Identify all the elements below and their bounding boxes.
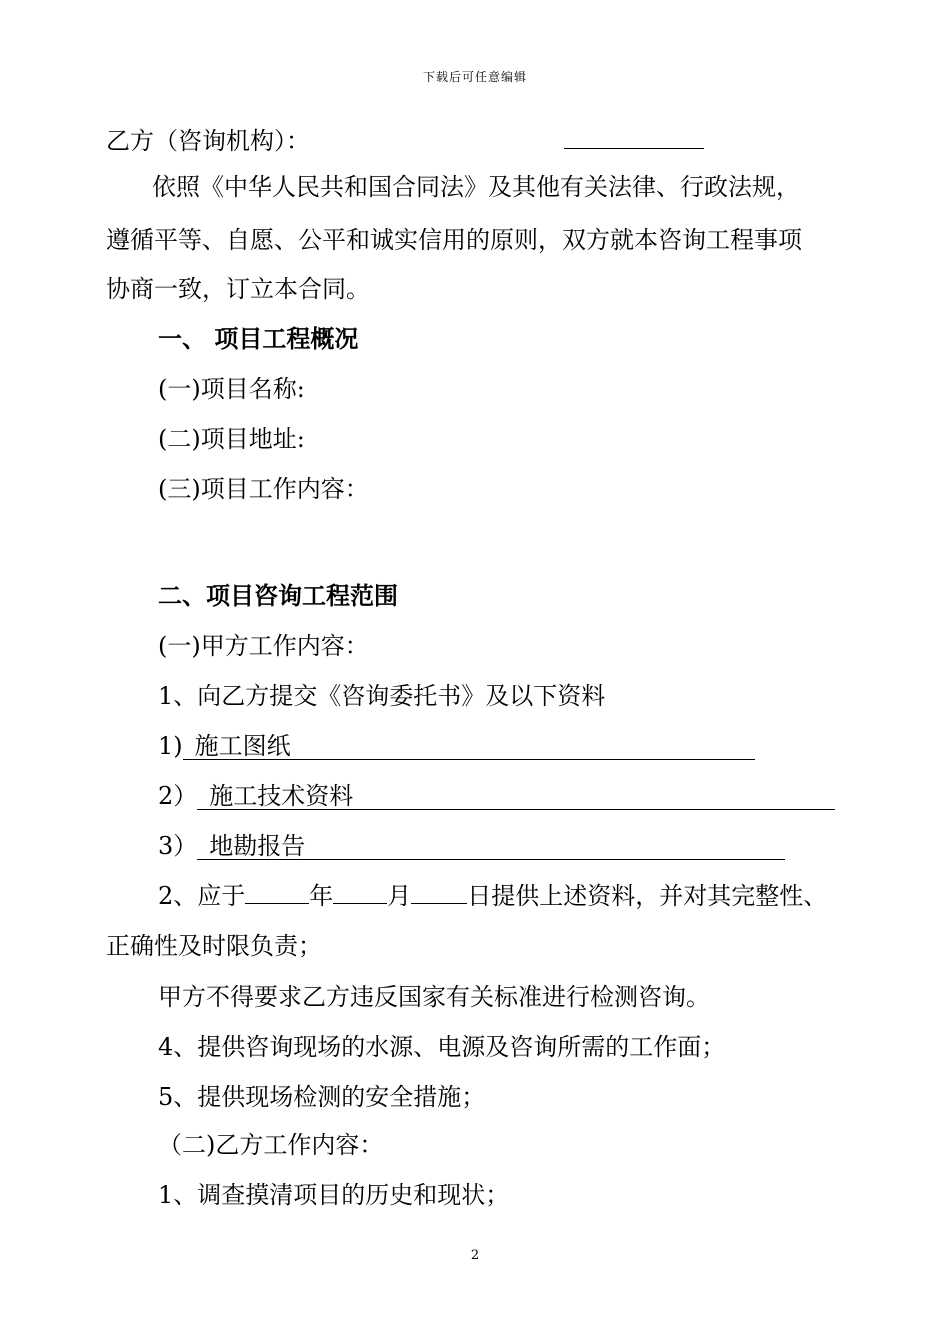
party-a-item-1: 1、向乙方提交《咨询委托书》及以下资料 <box>158 682 606 710</box>
intro-line-3: 协商一致，订立本合同。 <box>106 275 370 303</box>
project-address-label: (二)项目地址: <box>158 425 305 453</box>
intro-line-1: 依照《中华人民共和国合同法》及其他有关法律、行政法规， <box>152 173 800 201</box>
party-a-item-2-cont: 正确性及时限负责； <box>106 932 322 960</box>
doc-item-3 <box>158 831 785 861</box>
doc-item-2-text: 施工技术资料 <box>197 783 835 810</box>
year-label: 年 <box>309 882 334 910</box>
project-content-label: (三)项目工作内容： <box>158 475 369 503</box>
doc-item-2 <box>158 781 835 811</box>
month-blank <box>333 881 387 904</box>
party-b-item-1: 1、调查摸清项目的历史和现状； <box>158 1181 510 1209</box>
section-2-title: 二、项目咨询工程范围 <box>158 581 398 610</box>
party-a-work-title: (一)甲方工作内容： <box>158 632 369 660</box>
party-a-item-2 <box>158 881 827 911</box>
doc-item-3-text: 地勘报告 <box>197 833 785 860</box>
party-b-work-title: （二)乙方工作内容： <box>158 1131 384 1159</box>
page-number: 2 <box>470 1248 480 1263</box>
project-name-label: (一)项目名称: <box>158 375 305 403</box>
day-blank <box>411 881 467 904</box>
day-label: 日提供上述资料，并对其完整性、 <box>467 882 828 910</box>
party-b-label: 乙方（咨询机构）： <box>106 127 310 155</box>
party-b-blank <box>564 126 704 156</box>
doc-item-3-number: 3） <box>158 832 198 860</box>
doc-item-1-text: 施工图纸 <box>183 733 755 760</box>
header-note: 下载后可任意编辑 <box>422 70 527 84</box>
party-a-item-5: 5、提供现场检测的安全措施； <box>158 1083 486 1111</box>
month-label: 月 <box>387 882 412 910</box>
intro-line-2: 遵循平等、自愿、公平和诚实信用的原则，双方就本咨询工程事项 <box>106 226 802 254</box>
item-2-prefix: 2、应于 <box>158 882 246 910</box>
party-a-item-3: 甲方不得要求乙方违反国家有关标准进行检测咨询。 <box>158 983 710 1011</box>
doc-item-2-number: 2） <box>158 782 198 810</box>
doc-item-1-number: 1) <box>158 732 183 760</box>
party-a-item-4: 4、提供咨询现场的水源、电源及咨询所需的工作面； <box>158 1033 726 1061</box>
year-blank <box>245 881 309 904</box>
section-1-title: 一、 项目工程概况 <box>158 324 359 353</box>
doc-item-1 <box>158 731 755 761</box>
